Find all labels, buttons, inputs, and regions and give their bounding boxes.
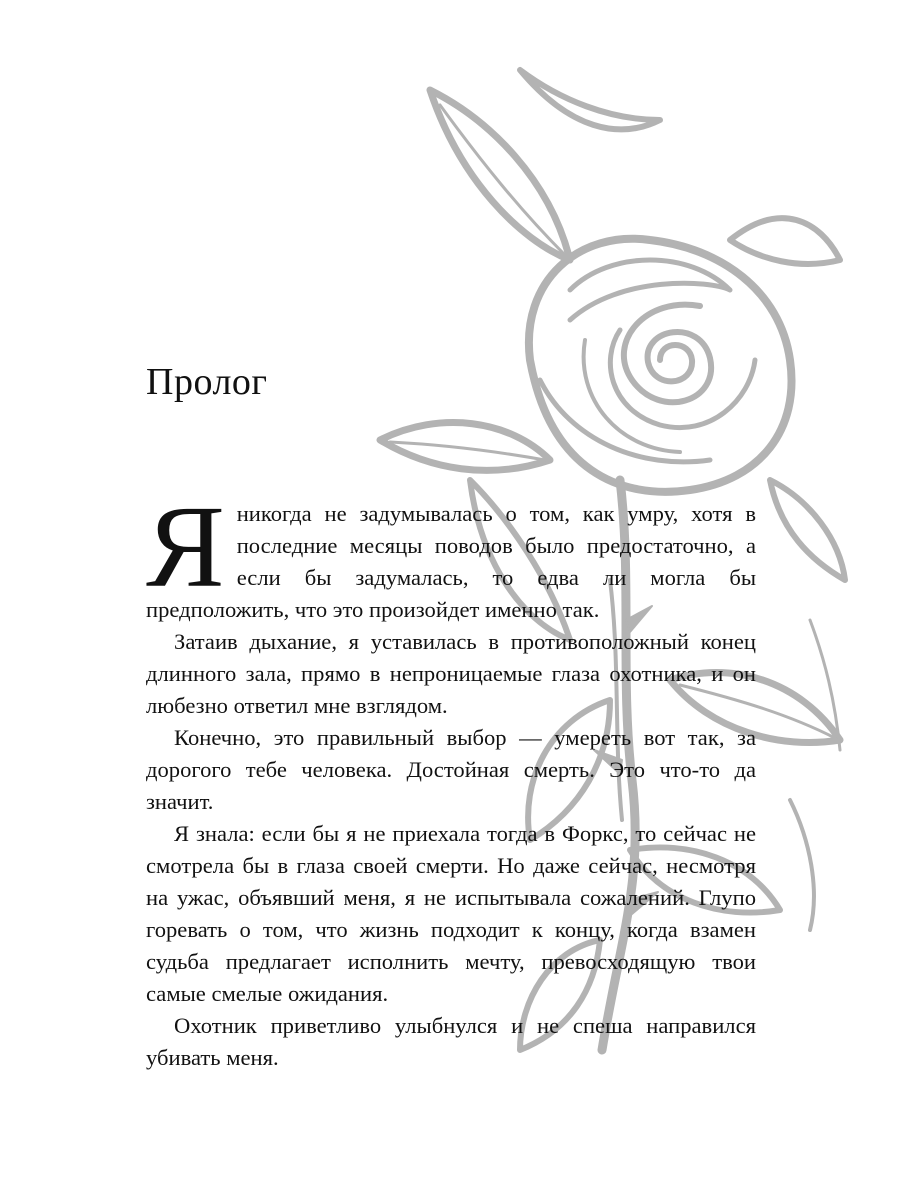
paragraph-2: Затаив дыхание, я уставилась в противоположный конец длинного зала, прямо в непроницаемые глаза охотника, и он любезно ответил мне взглядом. — [146, 629, 756, 718]
paragraph-3: Конечно, это правильный выбор — умереть вот так, за дорогого тебе человека. Достойная смерть. Это что-то да значит. — [146, 725, 756, 814]
paragraph-1-text: никогда не задумывалась о том, как умру, хотя в последние месяцы поводов было предостаточно, а если бы задумалась, то едва ли могла бы предположить, что это произойдет именно так. — [146, 501, 756, 622]
chapter-title: Пролог — [146, 361, 268, 403]
paragraph-4: Я знала: если бы я не приехала тогда в Форкс, то сейчас не смотрела бы в глаза своей смерти. Но даже сейчас, несмотря на ужас, объявший меня, я не испытывала сожалений. Глупо горевать о том, что жизнь подходит к концу, когда взамен судьба предлагает исполнить мечту, превосходящую твои самые смелые ожидания. — [146, 821, 756, 1006]
chapter-text — [146, 481, 756, 1074]
paragraph-1 — [146, 481, 756, 626]
drop-cap: Я — [146, 481, 225, 612]
paragraph-5: Охотник приветливо улыбнулся и не спеша направился убивать меня. — [146, 1013, 756, 1070]
